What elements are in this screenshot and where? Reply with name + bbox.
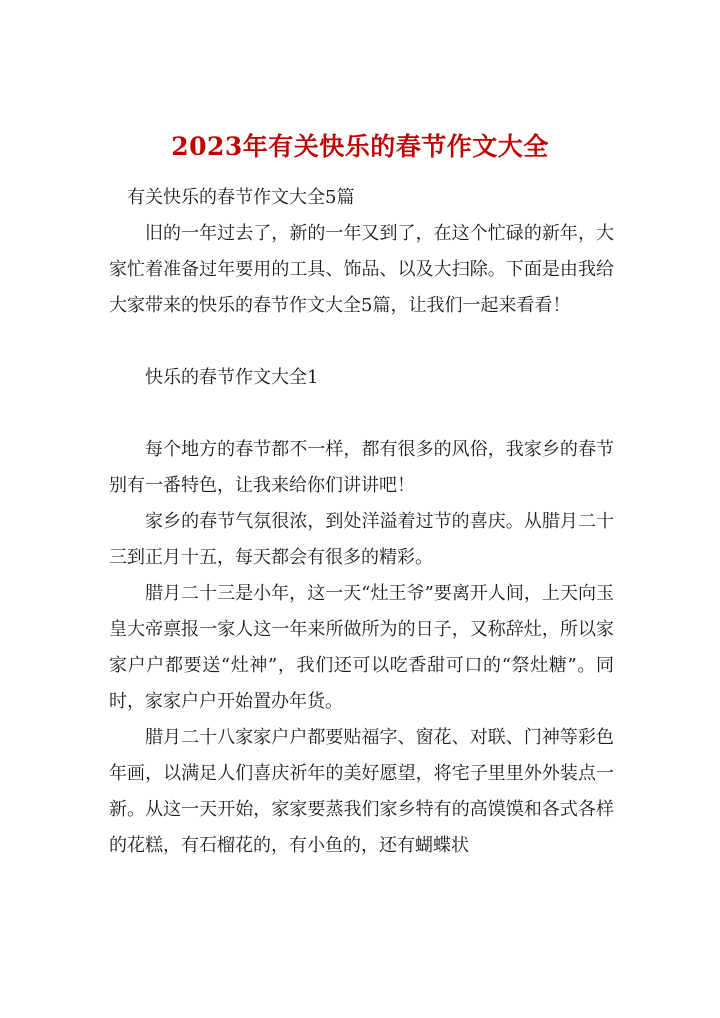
document-subtitle: 有关快乐的春节作文大全5篇: [127, 187, 355, 208]
document-body: [109, 180, 614, 864]
intro-paragraph: 旧的一年过去了，新的一年又到了，在这个忙碌的新年，大家忙着准备过年要用的工具、饰品、以及大扫除。下面是由我给大家带来的快乐的春节作文大全5篇，让我们一起来看看！: [109, 223, 614, 316]
body-paragraph: 每个地方的春节都不一样，都有很多的风俗，我家乡的春节别有一番特色，让我来给你们讲讲吧！: [109, 439, 614, 496]
section-heading: 快乐的春节作文大全1: [145, 367, 319, 388]
body-paragraph: 腊月二十三是小年，这一天“灶王爷”要离开人间，上天向玉皇大帝禀报一家人这一年来所做所为的日子，又称辞灶，所以家家户户都要送“灶神”，我们还可以吃香甜可口的“祭灶糖”。同时，家家户户开始置办年货。: [109, 583, 614, 712]
body-paragraph: 家乡的春节气氛很浓，到处洋溢着过节的喜庆。从腊月二十三到正月十五，每天都会有很多的精彩。: [109, 511, 614, 568]
body-paragraph: 腊月二十八家家户户都要贴福字、窗花、对联、门神等彩色年画，以满足人们喜庆祈年的美好愿望，将宅子里里外外装点一新。从这一天开始，家家要蒸我们家乡特有的高馍馍和各式各样的花糕，有石榴花的，有小鱼的，还有蝴蝶状: [109, 727, 614, 856]
document-title: 2023年有关快乐的春节作文大全: [171, 131, 549, 161]
